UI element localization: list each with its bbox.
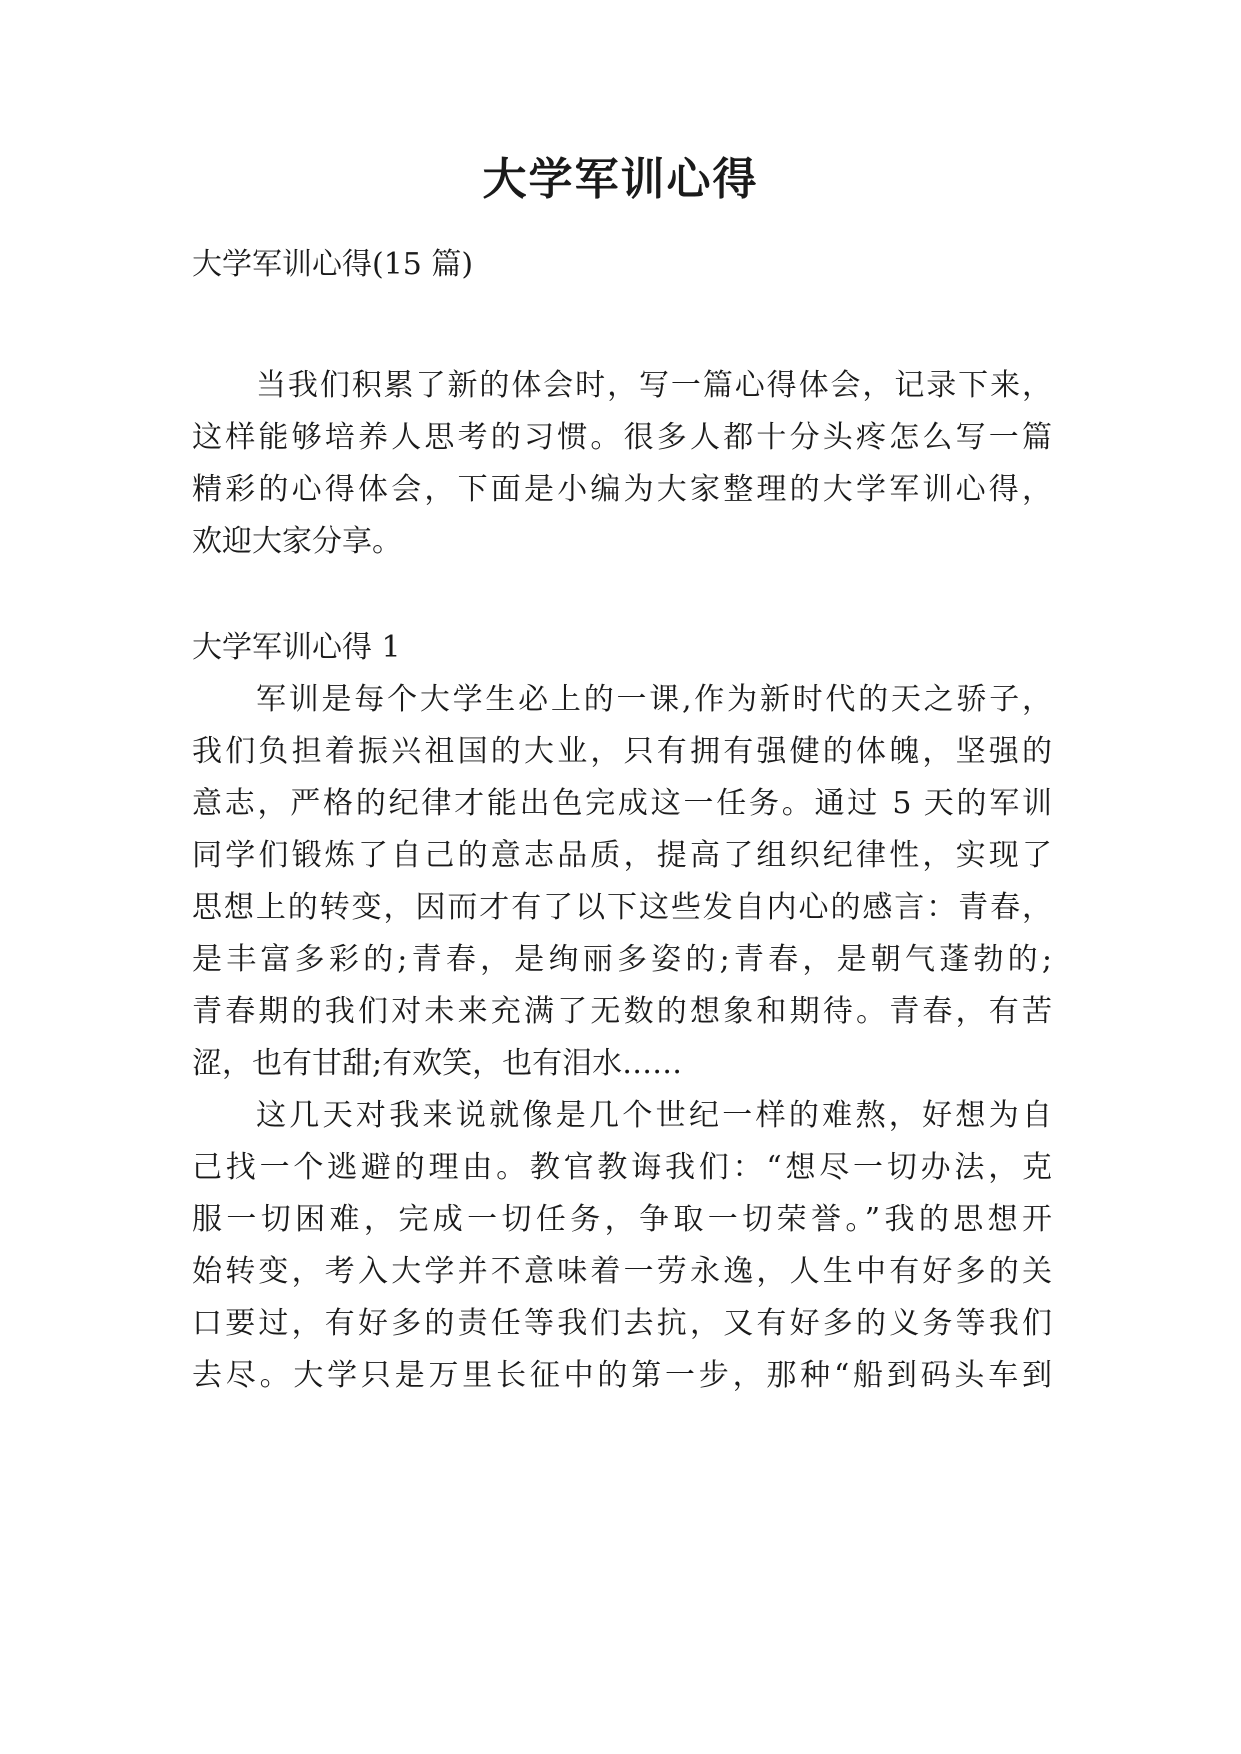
paragraph-line: 这几天对我来说就像是几个世纪一样的难熬，好想为自 (256, 1098, 1052, 1133)
intro-line: 欢迎大家分享。 (192, 524, 402, 559)
section-heading: 大学军训心得 1 (192, 630, 401, 665)
paragraph-line: 涩，也有甘甜;有欢笑，也有泪水…… (192, 1046, 683, 1081)
paragraph-line: 口要过，有好多的责任等我们去抗，又有好多的义务等我们 (192, 1306, 1052, 1341)
paragraph-line: 青春期的我们对未来充满了无数的想象和期待。青春，有苦 (192, 994, 1052, 1029)
paragraph-line: 同学们锻炼了自己的意志品质，提高了组织纪律性，实现了 (192, 838, 1052, 873)
paragraph-line: 军训是每个大学生必上的一课,作为新时代的天之骄子， (256, 682, 1052, 717)
paragraph-line: 去尽。大学只是万里长征中的第一步，那种“船到码头车到 (192, 1358, 1052, 1393)
intro-line: 当我们积累了新的体会时，写一篇心得体会，记录下来， (256, 368, 1052, 403)
paragraph-line: 思想上的转变，因而才有了以下这些发自内心的感言：青春， (192, 890, 1052, 925)
paragraph-line: 服一切困难，完成一切任务，争取一切荣誉。”我的思想开 (192, 1202, 1052, 1237)
paragraph-line: 己找一个逃避的理由。教官教诲我们：“想尽一切办法，克 (192, 1150, 1052, 1185)
paragraph-line: 始转变，考入大学并不意味着一劳永逸，人生中有好多的关 (192, 1254, 1052, 1289)
paragraph-line: 是丰富多彩的;青春，是绚丽多姿的;青春，是朝气蓬勃的; (192, 942, 1052, 977)
paragraph-line: 意志，严格的纪律才能出色完成这一任务。通过 5 天的军训 (192, 786, 1052, 821)
intro-line: 精彩的心得体会，下面是小编为大家整理的大学军训心得， (192, 472, 1052, 507)
intro-line: 这样能够培养人思考的习惯。很多人都十分头疼怎么写一篇 (192, 420, 1052, 455)
document-title: 大学军训心得 (482, 154, 759, 205)
paragraph-line: 我们负担着振兴祖国的大业，只有拥有强健的体魄，坚强的 (192, 734, 1052, 769)
document-subtitle: 大学军训心得(15 篇) (192, 247, 474, 282)
